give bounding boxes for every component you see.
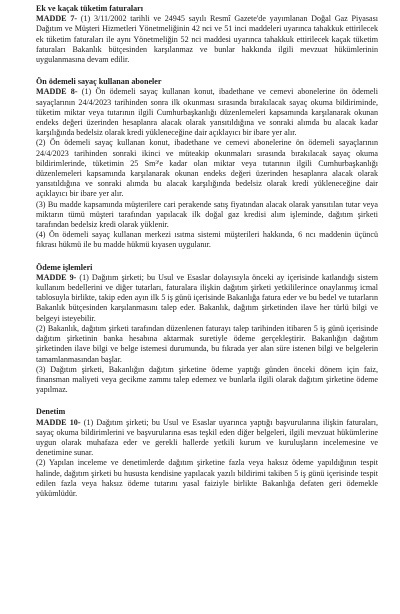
article-paragraph bbox=[36, 324, 378, 365]
article-paragraph bbox=[36, 418, 378, 459]
paragraph-text: (3) Dağıtım şirketi, Bakanlığın dağıtım şirketine ödeme yaptığı günden önceki dönem için faiz, finansman maliyeti veya gecikme zammı talep edemez ve bunlarla ilgili olarak dağıtım şirketine ödeme yapılmaz. bbox=[36, 364, 378, 395]
section-heading: Denetim bbox=[36, 407, 66, 417]
paragraph-text: (3) Bu madde kapsamında müşterilere cari perakende satış fiyatından alacak olarak yansıtılan tutar veya miktarın tümü müşteri tarafından yapılacak ilk doğal gaz kredisi alım işleminde, dağıtım şirketi tarafından bedelsiz kredi olarak yüklenir. bbox=[36, 199, 378, 230]
paragraph-text: (2) Yapılan inceleme ve denetimlerde dağıtım şirketine fazla veya haksız ödeme yapıldığının tespit halinde, dağıtım şirketi bu hususta kendisine yapılacak yazılı bildirimi takiben 5 iş günü içerisinde tespit edilen fazla veya haksız ödeme tutarını yasal faiziyle birlikte Bakanlığa defaten geri ödemekle yükümlüdür. bbox=[36, 458, 378, 498]
article-label: MADDE 7- bbox=[36, 14, 78, 24]
article-paragraph bbox=[36, 200, 378, 231]
paragraph-text: (2) Ön ödemeli sayaç kullanan konut, ibadethane ve cemevi abonelerine ön ödemeli sayaçlarının 24/4/2023 tarihinden sonraki ikinci ve müteakip okunmaları sırasında bırakılacak sayaç okuma bildirimlerinde, tüketimin 25 Sm³'e kadar olan miktar veya tutarının ilgili Cumhurbaşkanlığı düzenlemeleri kapsamında karşılanarak okunan endeks değeri üzerinden hesaplanra alacak olarak yansıtıldığına ve sonraki alımda bu alacak karşılığında bedelsiz olarak kredi yükleneceğine dair açıklayıcı bir ibare yer alır. bbox=[36, 138, 378, 199]
section-heading: Ek ve kaçak tüketim faturaları bbox=[36, 4, 144, 13]
paragraph-text: (1) Ön ödemeli sayaç kullanan konut, ibadethane ve cemevi abonelerine ön ödemeli sayaçlarının 24/4/2023 tarihinden sonra ilk okunması sırasında bırakılacak sayaç okuma bildiriminde, tüketim miktar veya tutarının ilgili Cumhurbaşkanlığı düzenlemeleri kapsamında karşılanarak okunan endeks değeri üzerinden hesaplanra alacak olarak yansıtıldığına ve sonraki alımda bu alacak kadar karşılığında bedelsiz olarak kredi yükleneceğine dair açıklayıcı bir ibare yer alır. bbox=[36, 87, 378, 138]
article-paragraph bbox=[36, 273, 378, 324]
article-paragraph bbox=[36, 87, 378, 138]
article-paragraph bbox=[36, 365, 378, 396]
paragraph-text: (2) Bakanlık, dağıtım şirketi tarafından düzenlenen faturayı talep tarihinden itibaren 5 iş günü içerisinde dağıtım şirketinin banka hesabına aktarmak suretiyle ödeme gerçekleştirir. Bakanlığın dağıtım şirketinden ilave bilgi ve belge istemesi durumunda, bu fıkrada yer alan süre istenen bilgi ve belgelerin tamamlanmasından başlar. bbox=[36, 323, 378, 364]
section-ek-kacak bbox=[36, 4, 378, 65]
paragraph-text: (1) Dağıtım şirketi; bu Usul ve Esaslar dolayısıyla önceki ay içerisinde katlandığı sistem kullanım bedellerini ve diğer tutarları, faturalara ilişkin dağıtım şirketi yetkililerince onaylanmış icmal tablosuyla birlikte, takip eden ayın ilk 5 iş günü içerisinde Bakanlığa fatura eder ve bu bedel ve tutarların Bakanlık bütçesinden karşılanmasını talep eder. Bakanlık, dağıtım şirketinden ilave her türlü bilgi ve belgeyi isteyebilir. bbox=[36, 272, 378, 323]
article-label: MADDE 8- bbox=[36, 87, 78, 97]
paragraph-text: (4) Ön ödemeli sayaç kullanan merkezi ısıtma sistemi müşterileri hakkında, 6 ncı maddenin üçüncü fıkrası hükmü ile bu madde hükmü kıyasen uygulanır. bbox=[36, 230, 378, 250]
section-odeme-islemleri bbox=[36, 263, 378, 396]
article-paragraph bbox=[36, 138, 378, 199]
section-heading: Ödeme işlemleri bbox=[36, 262, 93, 272]
paragraph-text: (1) Dağıtım şirketi; bu Usul ve Esaslar uyarınca yaptığı başvurularına ilişkin faturaları, sayaç okuma bildirimlerini ve başvurularına esas teşkil eden diğer belgeleri, ilgili mevzuat hükümlerine uygun olarak muhafaza eder ve gerekli hallerde yetkili kurum ve kuruluşların incelemesine ve denetimine sunar. bbox=[36, 417, 378, 458]
article-paragraph bbox=[36, 458, 378, 499]
section-on-odemeli bbox=[36, 77, 378, 250]
section-heading: Ön ödemeli sayaç kullanan aboneler bbox=[36, 77, 162, 87]
article-paragraph bbox=[36, 14, 378, 65]
article-label: MADDE 9- bbox=[36, 272, 77, 282]
article-paragraph bbox=[36, 230, 378, 250]
paragraph-text: (1) 3/11/2002 tarihli ve 24945 sayılı Resmî Gazete'de yayımlanan Doğal Gaz Piyasası Dağıtım ve Müşteri Hizmetleri Yönetmeliğinin 42 nci ve 51 inci maddeleri uyarınca tahakkuk ettirilecek ek tüketim faturaları ile aynı Yönetmeliğin 52 nci maddesi uyarınca tahakkuk ettirilecek kaçak tüketim faturaları Bakanlık bütçesinden karşılanmaz ve bunlar hakkında ilgili mevzuat hükümlerinin uygulanmasına devam edilir. bbox=[36, 14, 378, 65]
article-label: MADDE 10- bbox=[36, 417, 81, 427]
section-denetim bbox=[36, 407, 378, 499]
